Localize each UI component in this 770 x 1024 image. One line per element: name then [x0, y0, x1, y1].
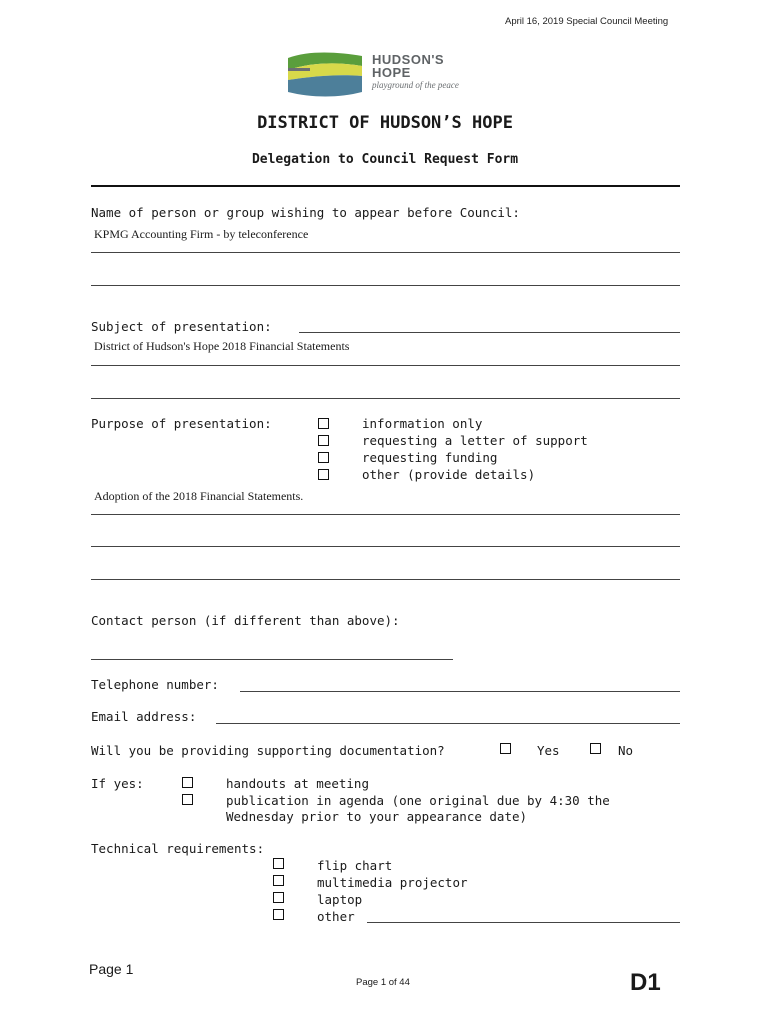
- if-yes-publication-continuation: Wednesday prior to your appearance date): [226, 809, 528, 824]
- name-label: Name of person or group wishing to appear before Council:: [91, 205, 520, 220]
- meeting-note: April 16, 2019 Special Council Meeting: [505, 16, 669, 27]
- purpose-option-letter: requesting a letter of support: [362, 433, 588, 448]
- purpose-line-1: [91, 514, 680, 515]
- supporting-doc-yes-label: Yes: [537, 743, 560, 758]
- purpose-line-2: [91, 546, 680, 547]
- tech-projector-label: multimedia projector: [317, 875, 468, 890]
- purpose-details-field[interactable]: Adoption of the 2018 Financial Statements.: [94, 489, 304, 503]
- hudsons-hope-logo: [284, 48, 484, 100]
- contact-field[interactable]: [91, 659, 453, 660]
- tech-flip-chart-label: flip chart: [317, 858, 393, 873]
- email-label: Email address:: [91, 709, 197, 724]
- if-yes-publication-checkbox[interactable]: [182, 794, 193, 805]
- purpose-checkbox-other[interactable]: [318, 469, 329, 480]
- agenda-code: D1: [630, 969, 661, 996]
- tech-laptop-checkbox[interactable]: [273, 892, 284, 903]
- purpose-option-other: other (provide details): [362, 467, 536, 482]
- tech-label: Technical requirements:: [91, 841, 265, 856]
- subject-inline-line: [299, 332, 680, 333]
- logo-line1: HUDSON'S: [372, 52, 445, 67]
- subject-field[interactable]: District of Hudson's Hope 2018 Financial Statements: [94, 339, 350, 353]
- subject-label: Subject of presentation:: [91, 319, 272, 334]
- purpose-checkbox-funding[interactable]: [318, 452, 329, 463]
- divider: [91, 185, 680, 187]
- tech-flip-chart-checkbox[interactable]: [273, 858, 284, 869]
- logo-line2: HOPE: [372, 65, 411, 80]
- subject-line-2: [91, 398, 680, 399]
- contact-label: Contact person (if different than above):: [91, 613, 400, 628]
- if-yes-publication-label: publication in agenda (one original due by 4:30 the: [226, 793, 610, 808]
- tech-other-checkbox[interactable]: [273, 909, 284, 920]
- purpose-label: Purpose of presentation:: [91, 416, 272, 431]
- name-field[interactable]: KPMG Accounting Firm - by teleconference: [94, 227, 309, 241]
- tech-other-label: other: [317, 909, 355, 924]
- page-label: Page 1: [89, 961, 134, 977]
- purpose-line-3: [91, 579, 680, 580]
- purpose-checkbox-letter[interactable]: [318, 435, 329, 446]
- page-title: DISTRICT OF HUDSON’S HOPE: [257, 113, 513, 133]
- supporting-doc-label: Will you be providing supporting documentation?: [91, 743, 445, 758]
- subject-line-1: [91, 365, 680, 366]
- supporting-doc-no-checkbox[interactable]: [590, 743, 601, 754]
- telephone-field[interactable]: [240, 691, 680, 692]
- purpose-checkbox-information[interactable]: [318, 418, 329, 429]
- telephone-label: Telephone number:: [91, 677, 219, 692]
- page-count: Page 1 of 44: [356, 977, 410, 988]
- if-yes-handouts-label: handouts at meeting: [226, 776, 369, 791]
- name-line-2: [91, 285, 680, 286]
- tech-other-field[interactable]: [367, 922, 680, 923]
- logo-mark-icon: [284, 50, 364, 98]
- tech-projector-checkbox[interactable]: [273, 875, 284, 886]
- purpose-option-funding: requesting funding: [362, 450, 498, 465]
- logo-tagline: playground of the peace: [372, 80, 459, 90]
- tech-laptop-label: laptop: [317, 892, 363, 907]
- supporting-doc-no-label: No: [618, 743, 634, 758]
- if-yes-label: If yes:: [91, 776, 144, 791]
- supporting-doc-yes-checkbox[interactable]: [500, 743, 511, 754]
- purpose-option-information: information only: [362, 416, 483, 431]
- name-line-1: [91, 252, 680, 253]
- page-subtitle: Delegation to Council Request Form: [251, 152, 519, 167]
- if-yes-handouts-checkbox[interactable]: [182, 777, 193, 788]
- email-field[interactable]: [216, 723, 680, 724]
